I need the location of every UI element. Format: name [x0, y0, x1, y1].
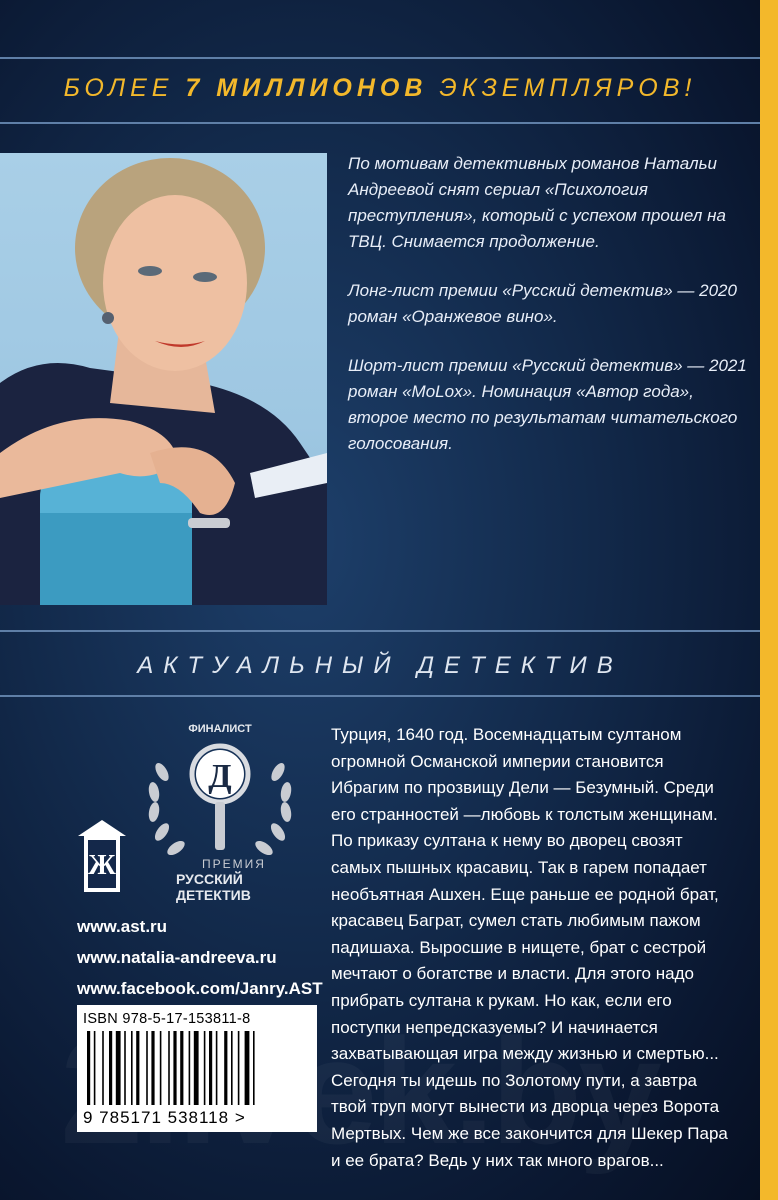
barcode-bar	[160, 1031, 162, 1105]
barcode-bar	[102, 1031, 104, 1105]
series-title: АКТУАЛЬНЫЙ ДЕТЕКТИВ	[137, 652, 623, 679]
barcode-bar	[238, 1031, 240, 1105]
barcode-bar	[204, 1031, 206, 1105]
bio-paragraph: По мотивам детективных романов Натальи Андреевой снят сериал «Психология преступления», который с успехом прошел на ТВЦ. Снимается продолжение.	[348, 154, 726, 251]
isbn-number: ISBN 978-5-17-153811-8	[83, 1011, 251, 1027]
barcode-bar	[131, 1031, 133, 1105]
barcode-bar	[116, 1031, 121, 1105]
bio-paragraph: Лонг-лист премии «Русский детектив» — 2020 роман «Оранжевое вино».	[348, 281, 737, 326]
barcode-bar	[94, 1031, 96, 1105]
barcode-bar	[109, 1031, 112, 1105]
barcode-bar	[180, 1031, 183, 1105]
barcode-bar	[216, 1031, 218, 1105]
award-emblem	[140, 712, 300, 912]
link-facebook[interactable]: www.facebook.com/Janry.AST	[77, 979, 323, 998]
website-links	[77, 911, 323, 1004]
bio-paragraph: Шорт-лист премии «Русский детектив» — 2021 роман «MoLox». Номинация «Автор года», второе место по результатам читательского голосования.	[348, 356, 747, 453]
publisher-logo-letter: Ж	[88, 850, 116, 881]
barcode-bar	[151, 1031, 154, 1105]
barcode-bar	[168, 1031, 170, 1105]
spine-stripe	[760, 0, 778, 1200]
sales-banner: БОЛЕЕ 7 МИЛЛИОНОВ ЭКЗЕМПЛЯРОВ!	[63, 74, 697, 102]
award-letter: Д	[208, 758, 232, 795]
barcode-icon	[85, 1031, 309, 1107]
barcode-bar	[124, 1031, 126, 1105]
barcode-bar	[231, 1031, 233, 1105]
barcode-bar	[194, 1031, 199, 1105]
barcode-bar	[87, 1031, 90, 1105]
divider-line	[0, 57, 760, 59]
divider-line	[0, 695, 760, 697]
barcode-bar	[136, 1031, 139, 1105]
barcode-bar	[224, 1031, 227, 1105]
author-photo	[0, 153, 327, 605]
award-line3: ДЕТЕКТИВ	[176, 887, 251, 903]
barcode-bar	[253, 1031, 255, 1105]
barcode-digits: 9 785171 538118 >	[83, 1108, 246, 1127]
barcode-bar	[245, 1031, 250, 1105]
book-synopsis: Турция, 1640 год. Восемнадцатым султаном огромной Османской империи становится Ибрагим по прозвищу Дели — Безумный. Среди его странностей —любовь к толстым женщинам. По приказу султана к нему во дворец свозят самых пышных красавиц. Так в гарем попадает необъятная Ашхен. Еще раньше ее родной брат, красавец Баграт, сумел стать любимым пажом падишаха. Выросшие в нищете, брат с сестрой мечтают о богатстве и власти. Для этого надо прибрать султана к рукам. Но как, если его поступки непредсказуемы? И начинается захватывающая игра между жизнью и смертью... Сегодня ты идешь по Золотому пути, а завтра твой труп могут вынести из дворца через Ворота Мертвых. Чем же все закончится для Шекер Пара и ее брата? Ведь у них так много врагов...	[331, 725, 728, 1170]
divider-line	[0, 630, 760, 632]
link-ast[interactable]: www.ast.ru	[77, 917, 168, 936]
award-line1: ПРЕМИЯ	[202, 857, 266, 871]
divider-line	[0, 122, 760, 124]
isbn-barcode-box	[77, 1005, 317, 1132]
link-author-site[interactable]: www.natalia-andreeva.ru	[77, 948, 277, 967]
publisher-logo-icon	[76, 818, 128, 894]
barcode-bar	[189, 1031, 191, 1105]
barcode-bar	[173, 1031, 176, 1105]
barcode-bar	[146, 1031, 148, 1105]
award-line2: РУССКИЙ	[176, 871, 243, 887]
barcode-bar	[209, 1031, 212, 1105]
award-top-label: ФИНАЛИСТ	[188, 723, 252, 735]
author-bio	[348, 151, 748, 480]
